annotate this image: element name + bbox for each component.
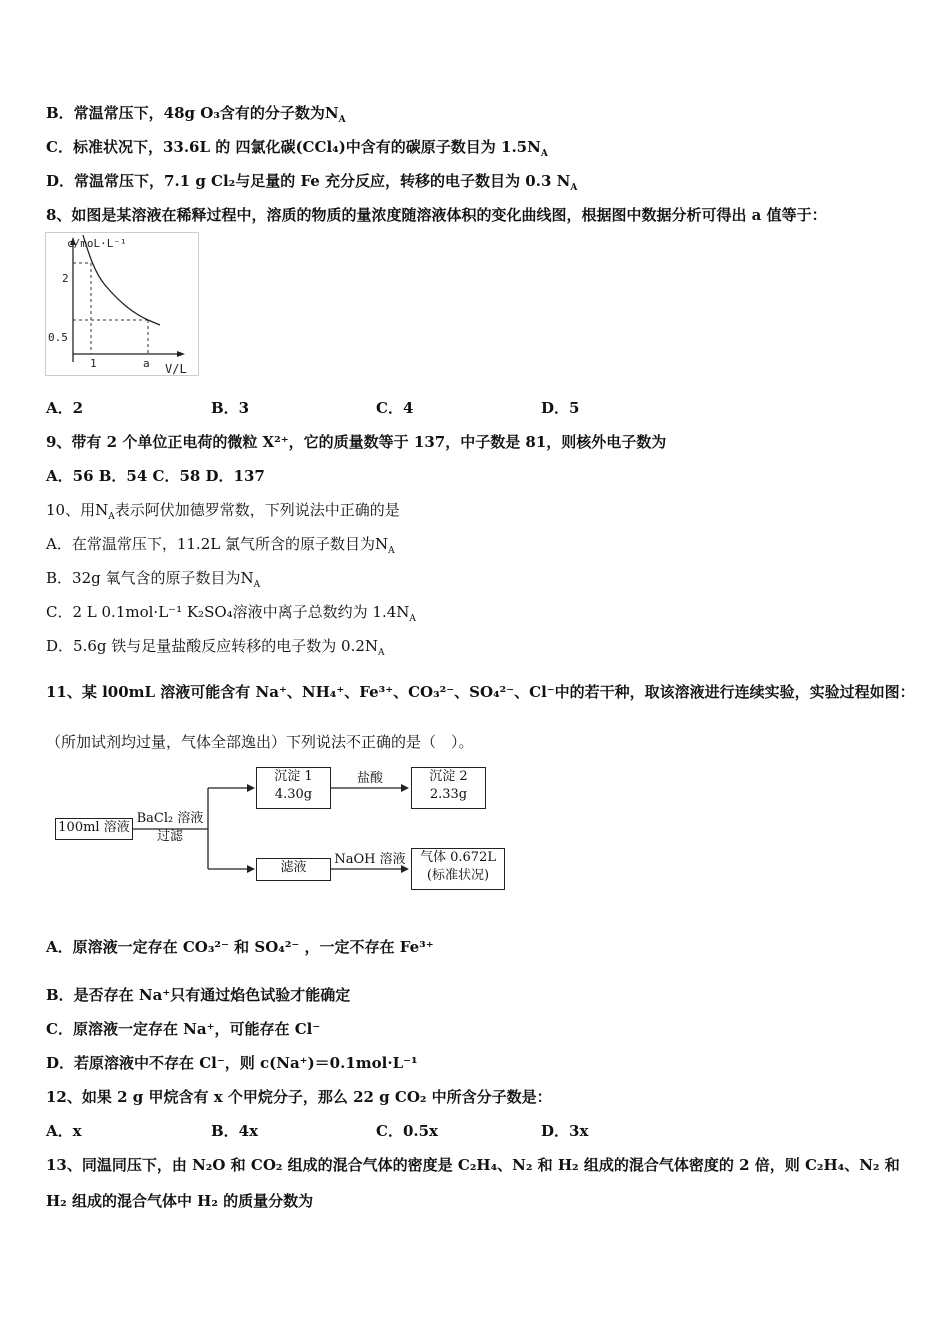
x-tick-1: 1 — [90, 357, 97, 370]
precipitate-1-box: 沉淀 1 4.30g — [256, 767, 331, 809]
q11-option-c: C．原溶液一定存在 Na⁺，可能存在 Cl⁻ — [46, 1020, 321, 1038]
q7-option-c: C．标准状况下，33.6L 的 四氯化碳(CCl₄)中含有的碳原子数目为 $1.5N_A$ — [46, 138, 548, 159]
q12-option-d: D．3x — [541, 1122, 589, 1140]
q13-stem-cont: H₂ 组成的混合气体中 H₂ 的质量分数为 — [46, 1192, 314, 1210]
dilution-chart — [45, 232, 203, 378]
q8-option-b: B．3 — [211, 399, 250, 417]
hcl-label: 盐酸 — [356, 771, 383, 786]
q10-option-b: B．32g 氧气含的原子数目为$N_A$ — [46, 569, 261, 590]
q11-option-a: A．原溶液一定存在 CO₃²⁻ 和 SO₄²⁻ ，一定不存在 Fe³⁺ — [46, 938, 434, 956]
naoh-label: NaOH 溶液 — [334, 852, 406, 867]
q10-option-a: A．在常温常压下，11.2L 氯气所含的原子数目为$N_A$ — [46, 535, 395, 556]
q11-note: （所加试剂均过量，气体全部逸出）下列说法不正确的是（ ）。 — [46, 733, 474, 751]
filtrate-box: 滤液 — [256, 858, 331, 881]
x-axis-arrow — [177, 351, 185, 357]
q11-option-b: B．是否存在 Na⁺只有通过焰色试验才能确定 — [46, 986, 351, 1004]
q12-options — [46, 1121, 706, 1141]
gas-box: 气体 0.672L (标准状况) — [411, 848, 505, 890]
y-axis-label: c/moL·L⁻¹ — [67, 237, 127, 250]
q10-option-c: C．2 L 0.1mol·L⁻¹ K₂SO₄溶液中离子总数约为 $1.4N_A$ — [46, 603, 416, 624]
x-tick-a: a — [143, 357, 150, 370]
q12-option-a: A．x — [46, 1122, 82, 1140]
q10-option-d: D．5.6g 铁与足量盐酸反应转移的电子数为 $0.2N_A$ — [46, 637, 385, 658]
q8-option-d: D．5 — [541, 399, 580, 417]
q7-option-d: D．常温常压下，7.1 g Cl₂与足量的 Fe 充分反应，转移的电子数目为 0.3 $N_A$ — [46, 172, 578, 193]
q7-option-b: B．常温常压下，48g O₃含有的分子数为$N_A$ — [46, 104, 346, 125]
filter-label: 过滤 — [156, 829, 183, 844]
q12-option-b: B．4x — [211, 1122, 259, 1140]
q12-option-c: C．0.5x — [376, 1122, 438, 1140]
y-tick-0.5: 0.5 — [48, 331, 68, 344]
y-tick-2: 2 — [62, 272, 69, 285]
start-solution-box: 100ml 溶液 — [55, 818, 133, 840]
q9-options: A．56 B．54 C．58 D．137 — [46, 467, 265, 485]
q8-stem: 8、如图是某溶液在稀释过程中，溶质的物质的量浓度随溶液体积的变化曲线图，根据图中数据分析可得出 a 值等于： — [46, 206, 827, 224]
q11-stem: 11、某 l00mL 溶液可能含有 Na⁺、NH₄⁺、Fe³⁺、CO₃²⁻、SO₄²⁻、Cl⁻中的若干种，取该溶液进行连续实验，实验过程如图： — [46, 683, 915, 701]
x-axis-label: V/L — [165, 362, 187, 376]
precipitate-2-box: 沉淀 2 2.33g — [411, 767, 486, 809]
q12-stem: 12、如果 2 g 甲烷含有 x 个甲烷分子，那么 22 g CO₂ 中所含分子数是： — [46, 1088, 552, 1106]
q8-option-a: A．2 — [46, 399, 84, 417]
q11-option-d: D．若原溶液中不存在 Cl⁻，则 c(Na⁺)＝0.1mol·L⁻¹ — [46, 1054, 418, 1072]
q13-stem: 13、同温同压下，由 N₂O 和 CO₂ 组成的混合气体的密度是 C₂H₄、N₂ 和 H₂ 组成的混合气体密度的 2 倍，则 C₂H₄、N₂ 和 — [46, 1156, 900, 1174]
experiment-flowchart — [50, 762, 510, 897]
q8-options — [46, 398, 706, 418]
bacl2-label: BaCl₂ 溶液 — [136, 811, 204, 826]
q10-stem: 10、用$N_A$表示阿伏加德罗常数，下列说法中正确的是 — [46, 501, 400, 522]
q8-option-c: C．4 — [376, 399, 414, 417]
q9-stem: 9、带有 2 个单位正电荷的微粒 X²⁺，它的质量数等于 137，中子数是 81，则核外电子数为 — [46, 433, 667, 451]
